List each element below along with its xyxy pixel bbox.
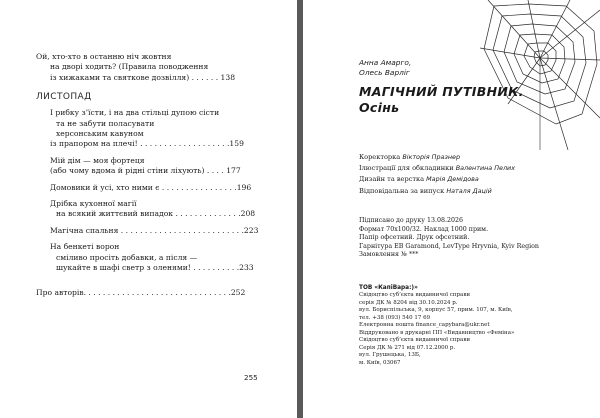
toc-line: херсонським кавуном (56, 129, 144, 139)
credit-name: Марія Демідова (426, 175, 479, 184)
credit-line (359, 174, 515, 185)
credits-block (359, 152, 515, 197)
publisher-line: вул. Бориспільська, 9, корпус 57, прим. 107, м. Київ, (359, 307, 513, 314)
credit-name: Валентина Пелих (455, 164, 515, 173)
book-subtitle-line: Осінь (359, 100, 400, 115)
print-line: Папір офсетний. Друк офсетний. (359, 234, 470, 241)
credit-label: Дизайн та верстка (359, 175, 427, 184)
toc-line: Мій дім — моя фортеця (50, 155, 145, 165)
toc-line: На бенкеті ворон (50, 242, 120, 252)
toc-line: із хижаками та святкове дозвілля) . . . . . . 138 (50, 72, 236, 82)
printer-line: м. Київ, 03067 (359, 359, 401, 366)
print-details (359, 217, 539, 260)
publisher-line: тел. +38 (093) 540 17 69 (359, 314, 431, 321)
printer-line: Віддруковано в друкарні ПП «Видавництво «Феміна» (359, 330, 515, 336)
publisher-line: Електронна пошта finance_capybara@ukr.net (359, 322, 490, 329)
credit-label: Відповідальна за випуск (359, 186, 447, 195)
book-title (359, 84, 524, 116)
publisher-name: ТОВ «КапіВара:)» (359, 285, 418, 291)
toc-line: сміливо просіть добавки, а після — (56, 252, 198, 262)
toc-line: шукайте в шафі светр з оленями! . . . . . . . . . .233 (56, 263, 254, 273)
credit-name: Наталя Дацій (446, 186, 492, 195)
author-name: Олесь Варліг (359, 68, 410, 77)
toc-entry (36, 226, 271, 236)
toc-line: (або чому вдома й рідні стіни ліхують) . . . . 177 (50, 166, 241, 176)
print-line: Підписано до друку 13.08.2026 (359, 217, 464, 224)
author-name: Анна Амарго, (359, 58, 412, 67)
toc-entry (36, 156, 271, 177)
toc-entry (36, 199, 271, 220)
credit-name: Вікторія Празнер (402, 153, 461, 161)
toc-line: із прапором на плечі! . . . . . . . . . . . . . . . . . . .159 (50, 139, 244, 149)
toc-line: на всякий життєвий випадок . . . . . . . . . . . . . .208 (56, 209, 256, 219)
toc-entry (36, 183, 271, 193)
printer-line: Серія ДК № 271 від 07.12.2000 р. (359, 344, 456, 351)
toc-entry (36, 242, 271, 273)
credit-line (359, 152, 515, 163)
toc-entry (36, 108, 271, 150)
print-line: Формат 70х100/32. Наклад 1000 прим. (359, 225, 489, 233)
table-of-contents (36, 52, 271, 298)
printer-line: Свідоцтво суб’єкта видавничої справи (359, 337, 471, 344)
print-line: Гарнітура EB Garamond, LevType Hryvnia, Kyiv Region (359, 242, 539, 250)
credit-label: Ілюстрації для обкладинки (359, 164, 456, 173)
toc-line: та не забути поласувати (56, 118, 155, 128)
credit-label: Коректорка (359, 153, 403, 161)
page-number: 255 (244, 373, 258, 382)
toc-section-title: ЛИСТОПАД (36, 92, 92, 103)
left-page (0, 0, 297, 418)
toc-line: на дворі ходить? (Правила поводження (50, 62, 209, 72)
publisher-block (359, 285, 513, 329)
authors-block (359, 58, 411, 78)
publisher-line: Свідоцтво суб’єкта видавничої справи (359, 292, 471, 299)
toc-line: І рибку з’їсти, і на два стільці дупою сісти (50, 108, 220, 118)
toc-about-authors: Про авторів. . . . . . . . . . . . . . . . . . . . . . . . . . . . . . .252 (36, 287, 246, 297)
toc-line: Домовики й усі, хто ними є . . . . . . . . . . . . . . . .196 (50, 182, 252, 192)
spider-web-icon (478, 0, 600, 150)
right-page (303, 0, 600, 418)
book-title-line: МАГІЧНИЙ ПУТІВНИК. (359, 84, 524, 99)
printer-block (359, 330, 514, 367)
toc-line: Магічна спальня . . . . . . . . . . . . . . . . . . . . . . . . . .223 (50, 225, 259, 235)
toc-entry (36, 52, 271, 83)
printer-line: вул. Грушецька, 13Б, (359, 352, 421, 359)
toc-line: Дрібка кухонної магії (50, 199, 137, 209)
toc-line: Ой, хто-хто в останню ніч жовтня (36, 52, 172, 61)
print-line: Замовлення № *** (359, 251, 419, 258)
credit-line (359, 186, 515, 197)
credit-line (359, 163, 515, 174)
publisher-line: серія ДК № 8204 від 30.10.2024 р. (359, 299, 458, 306)
